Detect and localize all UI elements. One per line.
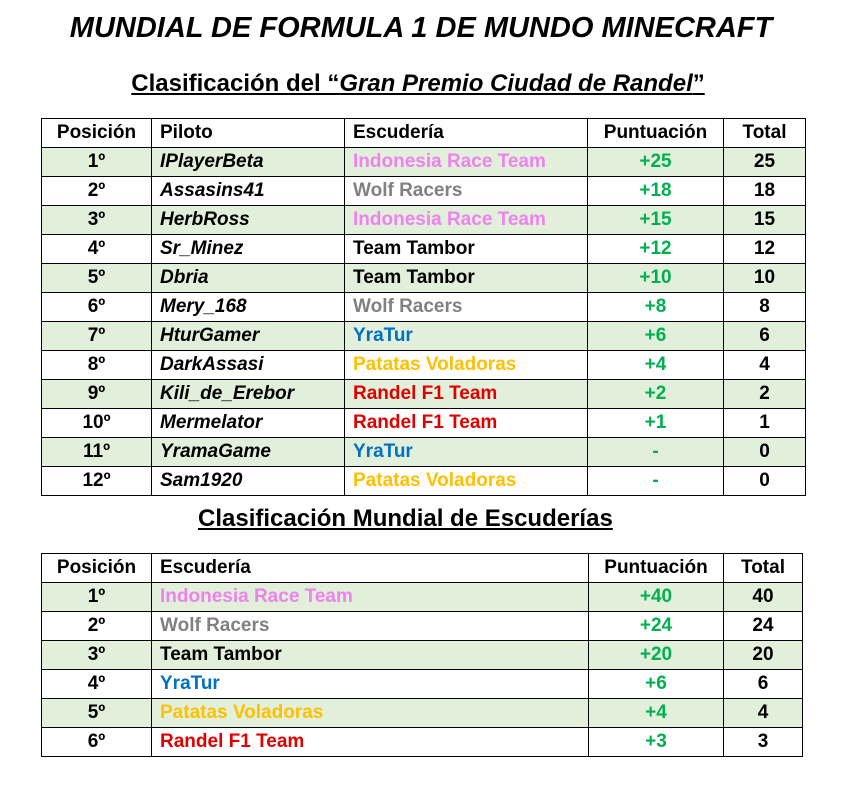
- points-cell: +4: [589, 699, 724, 728]
- team-classification-heading: Clasificación Mundial de Escuderías: [198, 505, 613, 532]
- table-row: [42, 206, 806, 235]
- points-cell: +3: [589, 728, 724, 757]
- team-cell: Randel F1 Team: [345, 409, 588, 438]
- points-cell: +8: [588, 293, 724, 322]
- header-points: Puntuación: [588, 119, 724, 148]
- total-cell: 25: [724, 148, 806, 177]
- pilot-cell: Assasins41: [152, 177, 345, 206]
- points-cell: +24: [589, 612, 724, 641]
- table-row: [42, 235, 806, 264]
- position-cell: 1º: [42, 148, 152, 177]
- points-cell: +12: [588, 235, 724, 264]
- position-cell: 6º: [42, 728, 152, 757]
- team-cell: Indonesia Race Team: [152, 583, 589, 612]
- table-row: [42, 612, 803, 641]
- position-cell: 6º: [42, 293, 152, 322]
- points-cell: +4: [588, 351, 724, 380]
- points-cell: +40: [589, 583, 724, 612]
- table-row: [42, 583, 803, 612]
- pilot-cell: Mermelator: [152, 409, 345, 438]
- table-row: [42, 438, 806, 467]
- header-points: Puntuación: [589, 554, 724, 583]
- team-cell: Indonesia Race Team: [345, 148, 588, 177]
- table-row: [42, 322, 806, 351]
- total-cell: 15: [724, 206, 806, 235]
- total-cell: 6: [724, 670, 803, 699]
- team-cell: Team Tambor: [345, 235, 588, 264]
- pilot-cell: DarkAssasi: [152, 351, 345, 380]
- total-cell: 8: [724, 293, 806, 322]
- team-cell: Patatas Voladoras: [345, 351, 588, 380]
- total-cell: 4: [724, 699, 803, 728]
- points-cell: +20: [589, 641, 724, 670]
- team-table-header: [42, 554, 803, 583]
- table-row: [42, 699, 803, 728]
- table-row: [42, 467, 806, 496]
- grand-prix-name: Gran Premio Ciudad de Randel: [339, 70, 693, 97]
- position-cell: 2º: [42, 612, 152, 641]
- total-cell: 4: [724, 351, 806, 380]
- position-cell: 7º: [42, 322, 152, 351]
- total-cell: 1: [724, 409, 806, 438]
- position-cell: 5º: [42, 699, 152, 728]
- team-cell: Team Tambor: [152, 641, 589, 670]
- position-cell: 4º: [42, 670, 152, 699]
- header-position: Posición: [42, 554, 152, 583]
- points-cell: +18: [588, 177, 724, 206]
- pilot-cell: Mery_168: [152, 293, 345, 322]
- pilot-cell: Sr_Minez: [152, 235, 345, 264]
- position-cell: 10º: [42, 409, 152, 438]
- team-cell: Wolf Racers: [345, 177, 588, 206]
- race-heading-prefix: Clasificación del “: [131, 70, 340, 97]
- position-cell: 12º: [42, 467, 152, 496]
- position-cell: 11º: [42, 438, 152, 467]
- table-row: [42, 409, 806, 438]
- total-cell: 2: [724, 380, 806, 409]
- total-cell: 12: [724, 235, 806, 264]
- total-cell: 0: [724, 467, 806, 496]
- position-cell: 2º: [42, 177, 152, 206]
- team-cell: Patatas Voladoras: [345, 467, 588, 496]
- team-cell: Patatas Voladoras: [152, 699, 589, 728]
- points-cell: +1: [588, 409, 724, 438]
- team-cell: YraTur: [152, 670, 589, 699]
- header-team: Escudería: [345, 119, 588, 148]
- total-cell: 3: [724, 728, 803, 757]
- table-row: [42, 293, 806, 322]
- total-cell: 10: [724, 264, 806, 293]
- position-cell: 4º: [42, 235, 152, 264]
- total-cell: 0: [724, 438, 806, 467]
- pilot-cell: HerbRoss: [152, 206, 345, 235]
- points-cell: +25: [588, 148, 724, 177]
- points-cell: +6: [589, 670, 724, 699]
- pilot-cell: Sam1920: [152, 467, 345, 496]
- points-cell: +15: [588, 206, 724, 235]
- position-cell: 3º: [42, 641, 152, 670]
- header-pilot: Piloto: [152, 119, 345, 148]
- position-cell: 5º: [42, 264, 152, 293]
- pilot-cell: HturGamer: [152, 322, 345, 351]
- points-cell: +6: [588, 322, 724, 351]
- table-row: [42, 264, 806, 293]
- points-cell: -: [588, 467, 724, 496]
- total-cell: 6: [724, 322, 806, 351]
- team-standings-table: [41, 553, 803, 757]
- header-team: Escudería: [152, 554, 589, 583]
- table-row: [42, 670, 803, 699]
- pilot-cell: IPlayerBeta: [152, 148, 345, 177]
- header-total: Total: [724, 554, 803, 583]
- team-cell: Randel F1 Team: [345, 380, 588, 409]
- points-cell: +2: [588, 380, 724, 409]
- position-cell: 8º: [42, 351, 152, 380]
- table-row: [42, 728, 803, 757]
- team-cell: Team Tambor: [345, 264, 588, 293]
- table-row: [42, 351, 806, 380]
- table-row: [42, 641, 803, 670]
- race-heading-suffix: ”: [692, 70, 705, 97]
- position-cell: 1º: [42, 583, 152, 612]
- table-row: [42, 380, 806, 409]
- total-cell: 40: [724, 583, 803, 612]
- team-cell: Wolf Racers: [152, 612, 589, 641]
- position-cell: 3º: [42, 206, 152, 235]
- team-cell: YraTur: [345, 322, 588, 351]
- team-cell: Randel F1 Team: [152, 728, 589, 757]
- team-cell: Indonesia Race Team: [345, 206, 588, 235]
- race-classification-heading: [0, 70, 836, 98]
- total-cell: 24: [724, 612, 803, 641]
- points-cell: +10: [588, 264, 724, 293]
- race-results-table: [41, 118, 806, 496]
- pilot-cell: Kili_de_Erebor: [152, 380, 345, 409]
- header-total: Total: [724, 119, 806, 148]
- race-table-header: [42, 119, 806, 148]
- table-row: [42, 177, 806, 206]
- document-title: MUNDIAL DE FORMULA 1 DE MUNDO MINECRAFT: [69, 12, 773, 44]
- table-row: [42, 148, 806, 177]
- points-cell: -: [588, 438, 724, 467]
- total-cell: 18: [724, 177, 806, 206]
- pilot-cell: YramaGame: [152, 438, 345, 467]
- team-cell: Wolf Racers: [345, 293, 588, 322]
- pilot-cell: Dbria: [152, 264, 345, 293]
- team-cell: YraTur: [345, 438, 588, 467]
- position-cell: 9º: [42, 380, 152, 409]
- total-cell: 20: [724, 641, 803, 670]
- header-position: Posición: [42, 119, 152, 148]
